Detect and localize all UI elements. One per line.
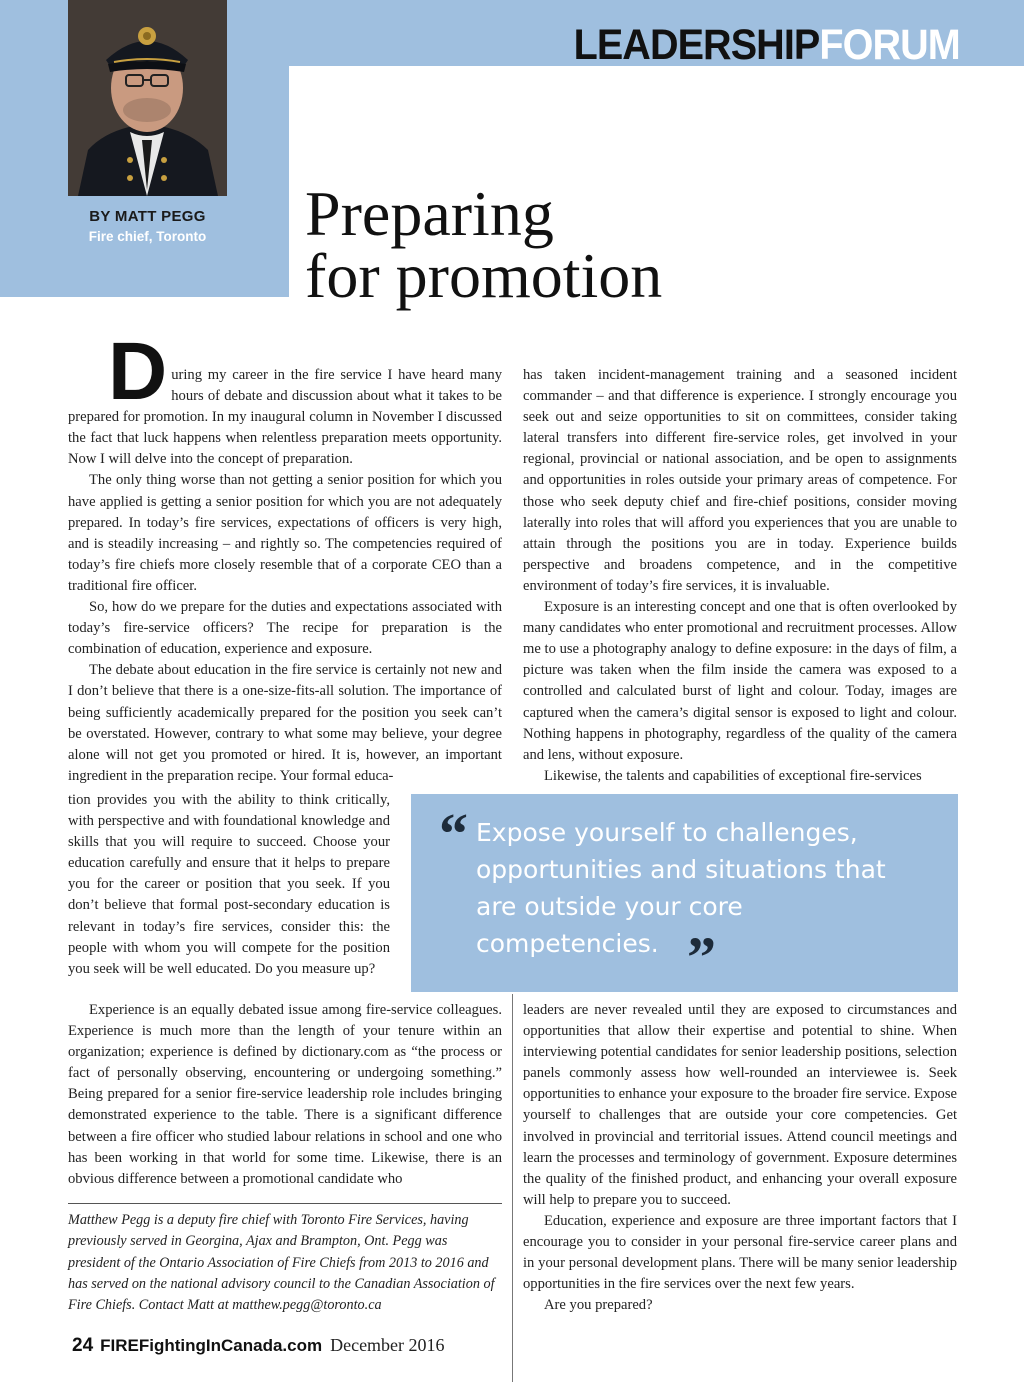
paragraph: The only thing worse than not getting a senior position for which you have applied is getting a senior position for which you are not adequately prepared. In today’s fire services, expectations of officers is very high, and is steadily increasing – and rightly so. The competencies required of today’s fire chiefs more closely resemble that of a corporate CEO than a traditional fire officer. — [68, 472, 502, 594]
title-line-2: for promotion — [305, 240, 663, 311]
issue-date: December 2016 — [330, 1335, 445, 1355]
paragraph: Likewise, the talents and capabilities of exceptional fire-services — [544, 767, 922, 784]
author-photo — [68, 0, 227, 196]
paragraph: Are you prepared? — [544, 1297, 653, 1314]
author-bio: Matthew Pegg is a deputy fire chief with Toronto Fire Services, having previously served in Georgina, Ajax and Brampton, Ont. Pegg was president of the Ontario Association of Fire Chiefs from 2013 to 2016 and has served on the national advisory council to the Canadian Association of Fire Chiefs. Contact Matt at matthew.pegg@toronto.ca — [68, 1212, 495, 1314]
paragraph: Education, experience and exposure are three important factors that I encourage you to consider in your personal fire-service career plans and in your personal development plans. There will be many senior leadership opportunities in the fire services over the next few years. — [523, 1212, 957, 1293]
pull-quote-text: Expose yourself to challenges, opportunities and situations that are outside your core competencies. — [476, 818, 886, 958]
author-role: Fire chief, Toronto — [88, 229, 207, 244]
paragraph: So, how do we prepare for the duties and expectations associated with today’s fire-service officers? The recipe for preparation is the combination of education, experience and exposure. — [68, 599, 502, 658]
paragraph: tion provides you with the ability to think critically, with perspective and with foundational knowledge and skills that you will require to succeed. Choose your education carefully and ensure that it helps to prepare you for the career or position that you seek. If you don’t believe that formal post-secondary education is relevant in today’s fire services, consider this: the people with whom you will compete for the position you seek will be well educated. Do you measure up? — [68, 792, 390, 977]
pull-quote — [411, 794, 958, 992]
paragraph: Experience is an equally debated issue among fire-service colleagues. Experience is much more than the length of your tenure within an organization; experience is defined by dictionary.com as “the process or fact of personally observing, encountering or undergoing something.” Being prepared for a senior fire-service leadership role includes bringing demonstrated experience to the table. There is a significant difference between a fire officer who studied labour relations in school and one who has been working in that world for some time. Likewise, there is an obvious difference between a promotional candidate who — [68, 1002, 502, 1187]
column-divider — [512, 994, 513, 1382]
section-header — [573, 21, 960, 69]
close-quote-mark: ” — [687, 925, 716, 990]
author-name: BY MATT PEGG — [89, 208, 206, 225]
paragraph: uring my career in the fire service I have heard many hours of debate and discussion about what it takes to be prepared for promotion. In my inaugural column in November I discussed the fact that luck happens when relentless preparation meets opportunity. Now I will delve into the concept of preparation. — [68, 367, 502, 468]
left-column-wrap — [68, 790, 390, 1000]
open-quote-mark: “ — [439, 801, 468, 866]
header-title-part1: LEADERSHIP — [573, 21, 820, 69]
paragraph: leaders are never revealed until they are exposed to circumstances and opportunities that allow their expertise and potential to shine. When interviewing potential candidates for senior leadership positions, selection panels commonly assess how well-rounded an interviewee is. Seek opportunities to enhance your exposure to the broader fire service. Expose yourself to challenges that are outside your core competencies. Get involved in provincial and territorial issues. Attend council meetings and learn the processes and terminology of government. Exposure determines the quality of the finished product, and enhancing your overall exposure will help to prepare you to succeed. — [523, 1002, 957, 1208]
title-line-1: Preparing — [305, 178, 554, 249]
article-title — [305, 178, 663, 311]
right-column-top — [523, 365, 957, 789]
left-column-top — [68, 341, 502, 790]
left-column-bottom — [68, 1000, 502, 1192]
publication-site: FIREFightingInCanada.com — [100, 1336, 323, 1355]
page-number: 24 — [72, 1335, 94, 1356]
paragraph: The debate about education in the fire service is certainly not new and I don’t believe that there is a one-size-fits-all solution. The importance of being sufficiently academically prepared for the position you seek can’t be overstated. However, contrary to what some may believe, your degree alone will not get you promoted or hired. It is, however, an important ingredient in the preparation recipe. Your formal educa- — [68, 662, 502, 784]
byline — [68, 208, 227, 244]
drop-cap: D — [108, 341, 168, 417]
bio-divider — [68, 1203, 502, 1204]
paragraph: has taken incident-management training and a seasoned incident commander – and that difference is experience. I strongly encourage you seek out and seize opportunities to sit on committees, consider taking lateral transfers into different fire-service roles, get involved in your regional, provincial or national association, and be open to assignments and opportunities in roles outside your primary areas of competence. For those who seek deputy chief and fire-chief positions, consider moving laterally into roles that will afford you experiences that you are unable to attain through the positions you are in today. Experience builds perspective and broadens competence, and in the competitive environment of today’s fire services, it is invaluable. — [523, 367, 957, 594]
right-column-bottom — [523, 1000, 957, 1320]
paragraph: Exposure is an interesting concept and one that is often overlooked by many candidates who enter promotional and recruitment processes. Allow me to use a photography analogy to define exposure: in the days of film, a picture was taken when the film inside the camera was exposed to a controlled and calculated burst of light and colour. Today, images are captured when the camera’s digital sensor is exposed to light and colour. Nothing happens in photography, regardless of the quality of the camera and lens, without exposure. — [523, 599, 957, 763]
header-title-part2: FORUM — [819, 21, 960, 69]
page-footer — [72, 1335, 445, 1357]
